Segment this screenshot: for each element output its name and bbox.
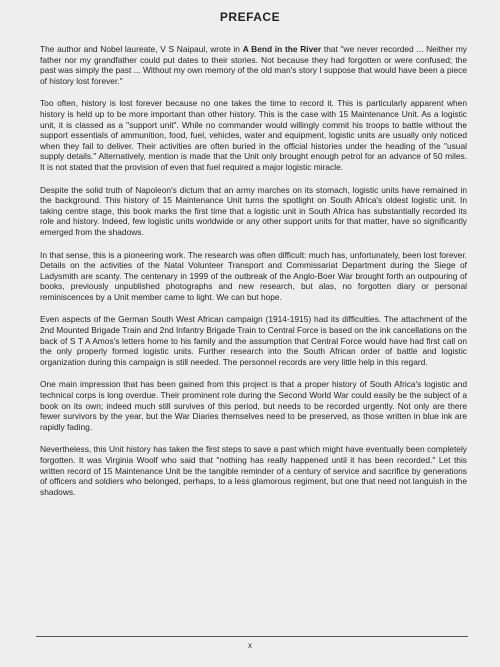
paragraph-1 bbox=[40, 44, 467, 86]
paragraph-1-quote: that "we never recorded ... Neither my father nor my grandfather could put dates to their stories. Not because they had forgotten or were confused; the past was simply the past ... Without my own memory of the old man's story I suppose that would have been a piece of history lost forever." bbox=[40, 44, 467, 86]
page-number: x bbox=[248, 641, 252, 650]
page-title: PREFACE bbox=[219, 10, 281, 24]
paragraph-6: One main impression that has been gained from this project is that a proper history of South Africa's logistic and technical corps is long overdue. Their prominent role during the Second World War could easily be the subject of a book on its own; indeed much still survives of this period, but needs to be recorded urgently. Not only are there fewer survivors by the year, but the War Diaries themselves need to be preserved, as those written in blue ink are rapidly fading. bbox=[40, 379, 467, 432]
paragraph-3: Despite the solid truth of Napoleon's dictum that an army marches on its stomach, logistic units have remained in the background. This history of 15 Maintenance Unit turns the spotlight on South Africa's oldest logistic unit. In taking centre stage, this book marks the first time that a logistic unit in South Africa has substantially recorded its role and history. Indeed, few logistic units worldwide or any other support units for that matter, have so significantly emerged from the shadows. bbox=[40, 184, 467, 237]
footer-divider bbox=[36, 636, 468, 637]
paragraph-2: Too often, history is lost forever because no one takes the time to record it. This is particularly apparent when history is held up to be more important than other history. This is the case with 15 Maintenance Unit. As a logistic unit, it is classed as a "support unit". While no commander would willingly commit his troops to battle without the support essentials of ammunition, food, fuel, vehicles, water and equipment, logistic units are usually only noticed when they fail to deliver. Their activities are often buried in the official histories under the heading of the "usual supply details." Alternatively, mention is made that the Unit only brought enough petrol for an advance of 50 miles. It is not stated that the provision of even that fuel required a major logistic miracle. bbox=[40, 98, 467, 172]
preface-body bbox=[40, 44, 467, 509]
paragraph-4: In that sense, this is a pioneering work. The research was often difficult: much has, unfortunately, been lost forever. Details on the activities of the Natal Volunteer Transport and Commissariat Department during the Siege of Ladysmith are scanty. The centenary in 1999 of the outbreak of the Anglo-Boer War brought forth an outpouring of books, previously unpublished photographs and new research, but alas, no forgotten diary or personal reminiscences by a Unit member came to light. We can but hope. bbox=[40, 249, 467, 302]
book-title: A Bend in the River bbox=[242, 44, 322, 54]
paragraph-5: Even aspects of the German South West African campaign (1914-1915) had its difficulties. The attachment of the 2nd Mounted Brigade Train and 2nd Infantry Brigade Train to Central Force is based on the ink cancellations on the back of S T A Amos's letters home to his family and the assumption that Central Force would have had first call on the only properly formed logistic units. Further research into the South African order of battle and logistic organization during this campaign is still needed. The personnel records are very little help in this regard. bbox=[40, 314, 467, 367]
paragraph-1-intro: The author and Nobel laureate, V S Naipaul, wrote in bbox=[40, 44, 243, 54]
paragraph-7: Nevertheless, this Unit history has taken the first steps to save a past which might have eventually been completely forgotten. It was Virginia Woolf who said that "nothing has really happened until it has been recorded." Let this written record of 15 Maintenance Unit be the tangible reminder of a century of service and sacrifice by generations of officers and soldiers who belonged, perhaps, to a less glamorous regiment, but one that need not languish in the shadows. bbox=[40, 444, 467, 497]
